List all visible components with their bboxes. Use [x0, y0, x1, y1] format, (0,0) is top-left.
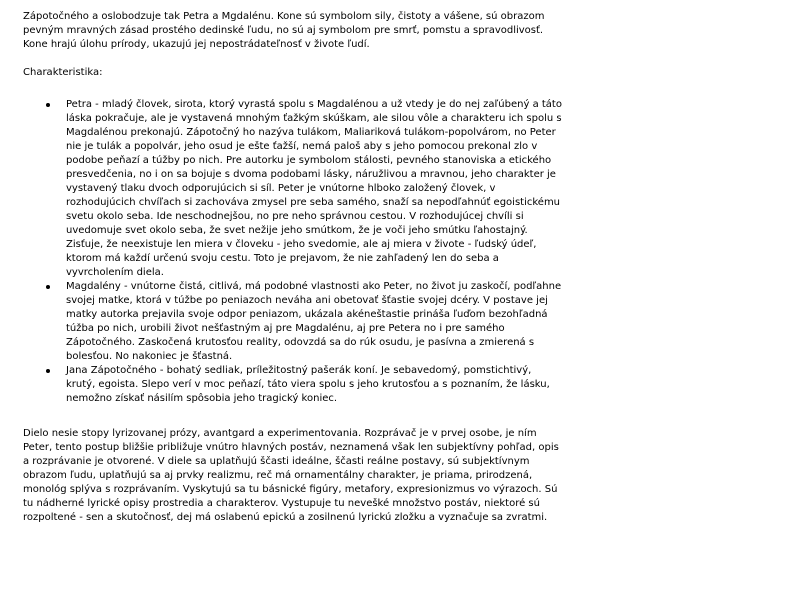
closing-paragraph: Dielo nesie stopy lyrizovanej prózy, avantgard a experimentovania. Rozprávač je v prvej osobe, je ním Peter, tento postup bližšie približuje vnútro hlavných postáv, neznamená však len subjektívny pohľad, opis a rozprávanie je otvorené. V diele sa uplatňujú ščasti ideálne, ščasti reálne postavy, sú subjektívnym obrazom ľudu, uplatňujú sa aj prvky realizmu, reč má ornamentálny charakter, je priama, prirodzená, monológ splýva s rozprávaním. Vyskytujú sa tu básnické figúry, metafory, expresionizmus vo výrazoch. Sú tu nádherné lyrické opisy prostredia a charakterov. Vystupuje tu nevešké množstvo postáv, niektoré sú rozpoltené - sen a skutočnosť, dej má oslabenú epickú a zosilnenú lyrickú zložku a vyznačuje sa zvratmi.	[23, 428, 559, 523]
character-list	[23, 98, 800, 406]
bullet-icon	[46, 369, 50, 373]
list-item-text: Jana Zápotočného - bohatý sedliak, príležitostný pašerák koní. Je sebavedomý, pomstichtivý, krutý, egoista. Slepo verí v moc peňazí, táto viera spolu s jeho krutosťou a s poznaním, že lásku, nemožno získať násilím spôsobia jeho tragický koniec.	[66, 365, 550, 404]
list-item	[23, 280, 563, 364]
list-item	[23, 98, 563, 280]
intro-paragraph: Zápotočného a oslobodzuje tak Petra a Mgdalénu. Kone sú symbolom sily, čistoty a vášene, sú obrazom pevným mravných zásad prostého dedinské ľudu, no sú aj symbolom pre smrť, pomstu a spravodlivosť. Kone hrajú úlohu prírody, ukazujú jej nepostrádateľnosť v živote ľudí.	[23, 11, 545, 50]
bullet-icon	[46, 285, 50, 289]
list-item-text: Petra - mladý človek, sirota, ktorý vyrastá spolu s Magdalénou a už vtedy je do nej zaľúbený a táto láska pokračuje, ale je vystavená mnohým ťažkým skúškam, ale silou vôle a charakteru ich spolu s Magdalénou prekonajú. Zápotočný ho nazýva tulákom, Maliariková tulákom-popolvárom, no Peter nie je tulák a popolvár, jeho osud je ešte ťažší, nemá paloš aby s jeho pomocou prekonal zlo v podobe peňazí a túžby po nich. Pre autorku je symbolom stálosti, pevného stanoviska a etického presvedčenia, no i on sa bojuje s dvoma podobami lásky, náružlivou a mravnou, jeho charakter je vystavený tlaku dvoch odporujúcich si síl. Peter je vnútorne hlboko založený človek, v rozhodujúcich chvíľach si zachováva zmysel pre seba samého, snaží sa nepodľahnúť egoistickému svetu okolo seba. Ide neschodnejšou, no pre neho správnou cestou. V rozhodujúcej chvíli si uvedomuje svet okolo seba, že svet nežije jeho smútkom, že je voči jeho smútku ľahostajný. Zisťuje, že neexistuje len miera v človeku - jeho svedomie, ale aj miera v živote - ľudský údeľ, ktorom má každí určenú svoju cestu. Toto je prejavom, že nie zahľadený len do seba a vyvrcholením diela.	[66, 99, 562, 278]
list-item	[23, 364, 563, 406]
bullet-icon	[46, 103, 50, 107]
section-heading: Charakteristika:	[23, 67, 103, 78]
list-item-text: Magdalény - vnútorne čistá, citlivá, má podobné vlastnosti ako Peter, no život ju zaskočí, podľahne svojej matke, ktorá v túžbe po peniazoch neváha ani obetovať šťastie svojej dcéry. V postave jej matky autorka prejavila svoje odpor peniazom, ukázala akéneštastie prináša ľuďom bezohľadná túžba po nich, urobili život nešťastným aj pre Magdalénu, aj pre Petera no i pre samého Zápotočného. Zaskočená krutosťou reality, odovzdá sa do rúk osudu, je pasívna a zmierená s bolesťou. No nakoniec je šťastná.	[66, 281, 562, 362]
